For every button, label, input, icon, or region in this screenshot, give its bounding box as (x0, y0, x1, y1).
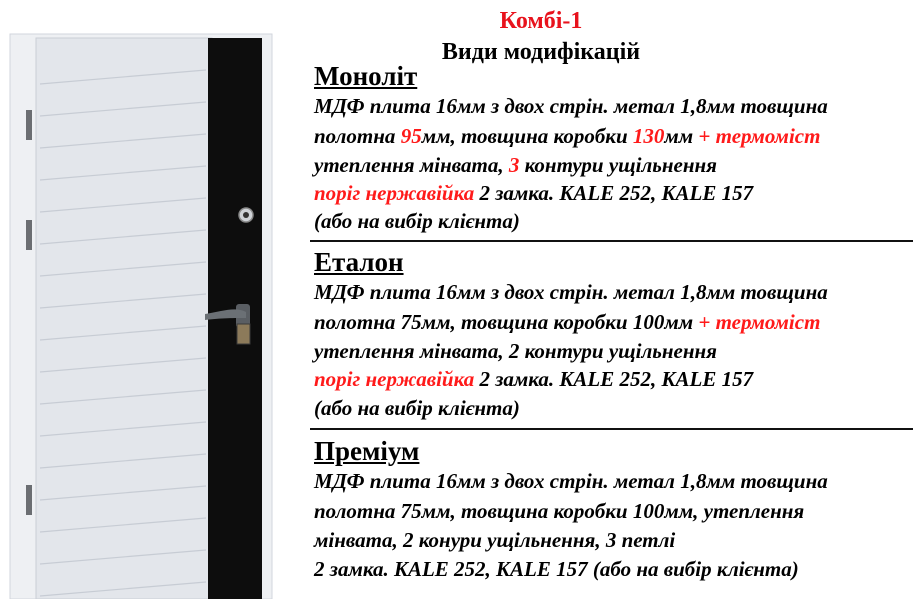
hinge-icon (26, 110, 32, 140)
highlight-text: поріг нержавійка (314, 367, 475, 391)
divider (310, 240, 913, 242)
section-line (314, 499, 804, 523)
spec-text: (або на вибір клієнта) (314, 396, 520, 420)
lock-icon (237, 324, 250, 344)
spec-text: МДФ плита 16мм з двох стрін. метал 1,8мм товщина (314, 280, 828, 304)
hinge-icon (26, 485, 32, 515)
section-line (314, 153, 717, 177)
page-subtitle: Види модифікацій (441, 39, 641, 65)
section-line (314, 528, 675, 552)
section-line (314, 209, 520, 233)
section-line (314, 339, 717, 363)
highlight-text: + термоміст (698, 310, 821, 334)
spec-text: 2 замка. KALE 252, KALE 157 (474, 367, 754, 391)
divider (310, 428, 913, 430)
spec-text: полотна 75мм, товщина коробки 100мм, утеплення (314, 499, 805, 523)
spec-text: мм, товщина коробки (421, 124, 633, 148)
spec-text: полотна 75мм, товщина коробки 100мм (314, 310, 699, 334)
spec-text: мм (664, 124, 699, 148)
page-title: Комбі-1 (499, 8, 583, 34)
section-title-premium: Преміум (314, 436, 420, 466)
section-line (314, 396, 520, 420)
spec-text: МДФ плита 16мм з двох стрін. метал 1,8мм товщина (314, 469, 828, 493)
section-line (314, 557, 799, 581)
spec-text: контури ущільнення (519, 153, 718, 177)
highlight-text: 3 (508, 153, 520, 177)
section-line (314, 310, 820, 334)
section-line (314, 181, 753, 205)
spec-text: мінвата, 2 конури ущільнення, 3 петлі (314, 528, 676, 552)
section-line (314, 94, 828, 118)
highlight-text: + термоміст (698, 124, 821, 148)
spec-text: (або на вибір клієнта) (314, 209, 520, 233)
section-line (314, 367, 753, 391)
door-image (0, 0, 290, 599)
spec-text: 2 замка. KALE 252, KALE 157 (або на вибір клієнта) (314, 557, 799, 581)
highlight-text: поріг нержавійка (314, 181, 475, 205)
section-line (314, 124, 820, 148)
section-title-etalon: Еталон (314, 247, 404, 277)
spec-text: утеплення мінвата, (314, 153, 509, 177)
hinge-icon (26, 220, 32, 250)
spec-text: МДФ плита 16мм з двох стрін. метал 1,8мм товщина (314, 94, 828, 118)
section-line (314, 469, 828, 493)
section-line (314, 280, 828, 304)
spec-text: 2 замка. KALE 252, KALE 157 (474, 181, 754, 205)
highlight-text: 130 (632, 124, 665, 148)
spec-text: полотна (314, 124, 401, 148)
spec-text: утеплення мінвата, 2 контури ущільнення (314, 339, 717, 363)
highlight-text: 95 (400, 124, 422, 148)
section-title-monolit: Моноліт (314, 61, 418, 91)
